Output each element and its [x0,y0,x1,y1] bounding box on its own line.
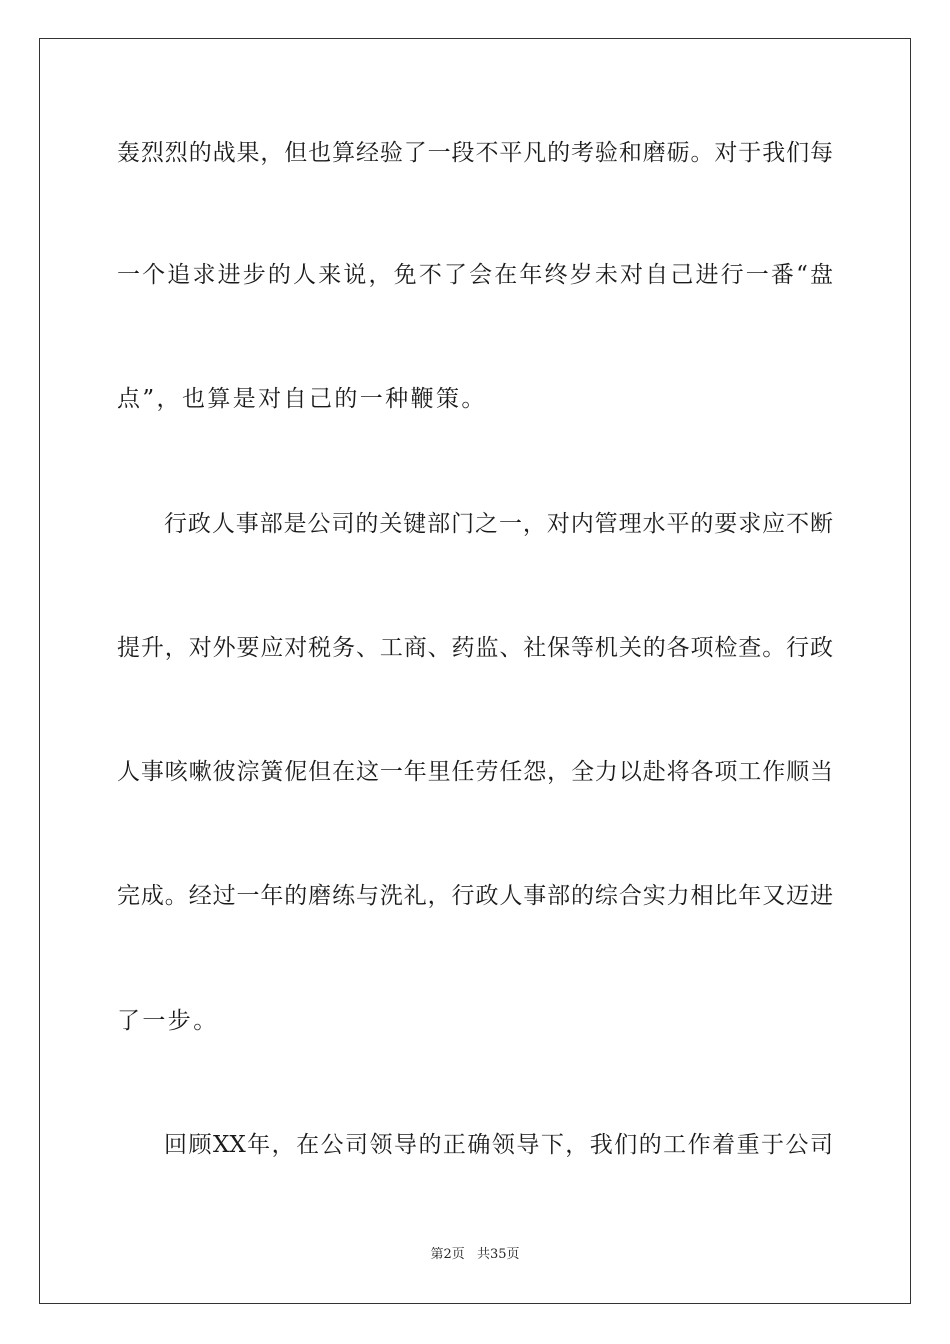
text-line-9: 回顾XX年，在公司领导的正确领导下，我们的工作着重于公司 [164,1132,833,1158]
text-line-2: 一个追求进步的人来说，免不了会在年终岁未对自己进行一番“盘 [117,262,833,288]
page-footer [0,1246,950,1264]
text-line-5: 提升，对外要应对税务、工商、药监、社保等机关的各项检查。行政 [117,635,833,661]
page-number: 第2页 [430,1247,465,1262]
text-line-6: 人事咳嗽彼淙簧伲但在这一年里任劳任怨，全力以赴将各项工作顺当 [117,759,833,785]
text-line-8: 了一步。 [117,1008,219,1034]
text-line-3: 点”，也算是对自己的一种鞭策。 [117,386,487,412]
page-total: 共35页 [476,1247,520,1262]
text-line-7: 完成。经过一年的磨练与洗礼，行政人事部的综合实力相比年又迈进 [117,883,833,909]
text-line-4: 行政人事部是公司的关键部门之一，对内管理水平的要求应不断 [164,511,833,537]
page-border [39,38,911,1304]
text-line-1: 轰烈烈的战果，但也算经验了一段不平凡的考验和磨砺。对于我们每 [117,140,833,166]
